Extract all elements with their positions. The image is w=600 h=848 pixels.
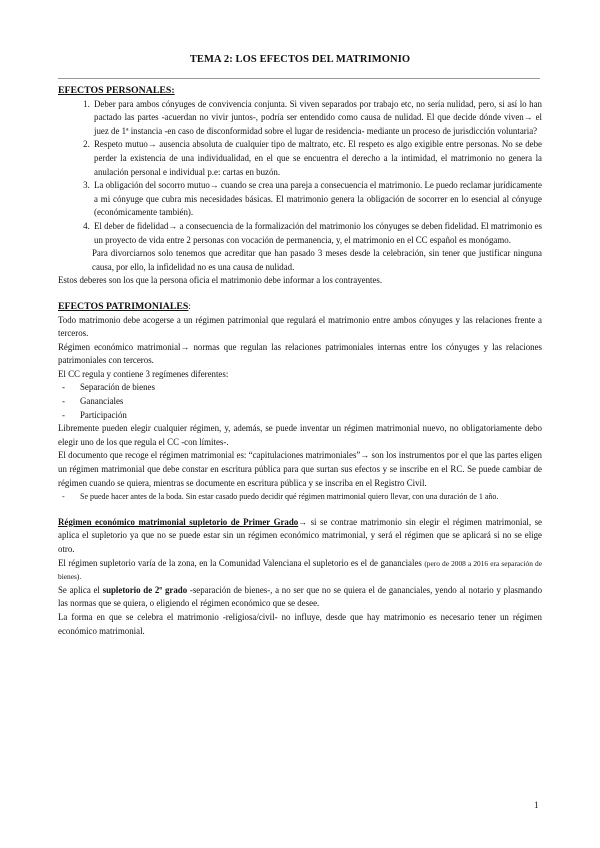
paragraph: La forma en que se celebra el matrimonio -religiosa/civil- no influye, desde que hay matrimonio es necesario tener un régimen económico matrimonial.: [58, 611, 542, 636]
paragraph: Libremente pueden elegir cualquier régimen, y, además, se puede inventar un régimen matrimonial nuevo, no obligatoriamente debo elegir uno de los que regula el CC -con límites-.: [58, 423, 542, 447]
paragraph: El documento que recoge el régimen matrimonial es: “capitulaciones matrimoniales”→ son los instrumentos por el que las partes eligen un régimen matrimonial que debe constar en escritura pública para que surtan sus efectos y se inscribe en el RC. Se puede cambiar de régimen cuando se quiera, mientras se documente en escritura pública y se inscriba en el Registro Civil.: [58, 450, 542, 488]
list-item: 2. Respeto mutuo→ ausencia absoluta de cualquier tipo de maltrato, etc. El respeto es algo exigible entre personas. No se debe perder la existencia de una individualidad, en el que se encuentra el derecho a la intimidad, el matrimonio no genera la anulación personal e individual p.e: cartas en buzón.: [92, 138, 542, 179]
list-item: - Participación: [58, 409, 542, 423]
personal-effects-list: [58, 98, 542, 248]
paragraph: [58, 584, 542, 611]
list-item: 4. El deber de fidelidad→ a consecuencia de la formalización del matrimonio los cónyuges se deben fidelidad. El matrimonio es un proyecto de vida entre 2 personas con vocación de permanencia, y, el matrimonio en el CC español es monógamo.: [92, 220, 542, 247]
page-number: 1: [534, 800, 539, 810]
second-grade-rest: -separación de bienes-, a no ser que no se quiera el de gananciales, yendo al notario y plasmando las normas que se quiera, o eligiendo el régimen económico que se desee.: [58, 584, 543, 609]
spacer: [58, 288, 542, 300]
list-item: 3. La obligación del socorro mutuo→ cuando se crea una pareja a consecuencia el matrimonio. Le puedo reclamar jurídicamente a mi cónyuge que cubra mis necesidades básicas. El matrimonio genera la obligación de socorrer en lo esencial al cónyuge (económicamente también).: [92, 179, 542, 220]
heading-efectos-patrimoniales-line: [58, 300, 542, 314]
list-item: - Separación de bienes: [58, 381, 542, 395]
regimes-list: [58, 381, 542, 422]
second-grade-pre: Se aplica el: [58, 584, 100, 595]
heading-colon: :: [188, 300, 191, 311]
supletorio-rest: → si se contrae matrimonio sin elegir el régimen matrimonial, se aplica el supletorio ya que no se puede estar sin un régimen económico matrimonial, y será el régimen que se aplicará si no se elige otro.: [58, 516, 542, 554]
heading-efectos-patrimoniales: EFECTOS PATRIMONIALES: [58, 300, 189, 312]
supletorio-lead: Régimen económico matrimonial supletorio de Primer Grado: [58, 516, 299, 527]
list-item: 1. Deber para ambos cónyuges de convivencia conjunta. Si viven separados por trabajo etc, no sería nulidad, pero, si así lo han pactado las partes -acuerdan no vivir juntos-, podría ser entendido como causa de nulidad. El que decide dónde viven→ el juez de 1ª instancia -en caso de disconformidad sobre el lugar de residencia- mediante un proceso de jurisdicción voluntaria?: [92, 98, 542, 139]
note-list: [58, 490, 542, 504]
divorce-note: Para divorciarnos solo tenemos que acreditar que han pasado 3 meses desde la celebración, sin tener que justificar ninguna causa, por ello, la infidelidad no es una causa de nulidad.: [92, 248, 542, 272]
personal-closing: Estos deberes son los que la persona oficia el matrimonio debe informar a los contrayentes.: [58, 275, 383, 286]
paragraph: [58, 557, 542, 584]
title-rule: [58, 78, 540, 79]
heading-efectos-personales: EFECTOS PERSONALES:: [58, 85, 175, 96]
list-item: - Gananciales: [58, 395, 542, 409]
spacer: [58, 504, 542, 516]
paragraph: Régimen económico matrimonial→ normas que regulan las relaciones patrimoniales internas entre los cónyuges y las relaciones patrimoniales con terceros.: [58, 341, 542, 366]
supletorio-zone-note: (pero de 2008 a 2016 era separación de bienes).: [58, 558, 542, 582]
paragraph: Todo matrimonio debe acogerse a un régimen patrimonial que regulará el matrimonio entre ambos cónyuges y las relaciones frente a terceros.: [58, 314, 542, 339]
paragraph: [58, 516, 542, 557]
supletorio-zone: El régimen supletorio varía de la zona, en la Comunidad Valenciana el supletorio es el de gananciales: [58, 557, 422, 568]
paragraph: El CC regula y contiene 3 regímenes diferentes:: [58, 368, 229, 379]
document-body: [58, 84, 542, 638]
page-title: TEMA 2: LOS EFECTOS DEL MATRIMONIO: [189, 54, 411, 65]
list-item: - Se puede hacer antes de la boda. Sin estar casado puedo decidir qué régimen matrimonial quiero llevar, con una duración de 1 año.: [58, 490, 542, 504]
second-grade-bold: supletorio de 2º grado: [102, 584, 188, 595]
